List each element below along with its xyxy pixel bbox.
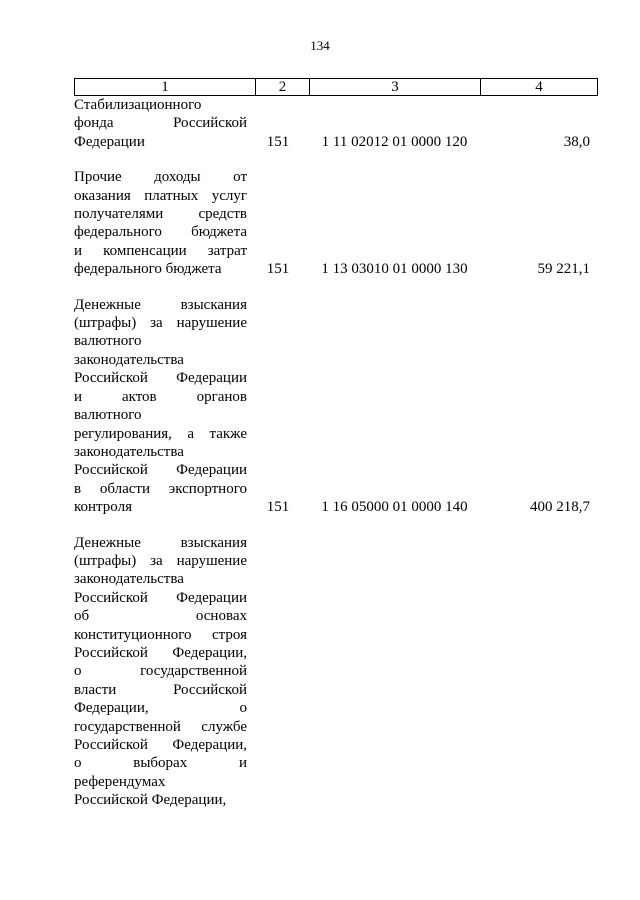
row-admin-code: 151 [266, 499, 290, 516]
column-header-3: 3 [310, 79, 481, 95]
row-amount: 400 218,7 [530, 499, 590, 516]
description-line: валютного [74, 407, 142, 424]
description-line: и компенсации затрат [74, 242, 247, 259]
table-row [74, 168, 598, 278]
row-classification-code: 1 11 02012 01 0000 120 [321, 133, 468, 150]
description-line: Российской Федерации [74, 370, 247, 387]
description-line: регулирования, а также [74, 425, 247, 442]
description-line: власти Российской [74, 681, 247, 698]
table-header-row [74, 78, 598, 96]
column-header-1: 1 [75, 79, 256, 95]
row-classification-code: 1 13 03010 01 0000 130 [321, 261, 468, 278]
table-row [74, 534, 598, 810]
row-admin-code: 151 [266, 261, 290, 278]
row-description [74, 296, 247, 517]
description-line: Российской Федерации [74, 462, 247, 479]
description-line: Российской Федерации, [74, 644, 247, 661]
table-row [74, 96, 598, 151]
description-line: контроля [74, 499, 132, 516]
description-line: законодательства [74, 443, 184, 460]
description-line: федерального бюджета [74, 224, 247, 241]
description-line: Федерации, о [74, 700, 247, 717]
description-line: конституционного строя [74, 626, 247, 643]
column-header-4: 4 [535, 79, 543, 95]
row-description [74, 168, 247, 278]
row-amount: 38,0 [563, 133, 590, 150]
page-number: 134 [310, 38, 330, 53]
description-line: фонда Российской [74, 115, 247, 132]
description-line: Денежные взыскания [74, 296, 247, 313]
description-line: Российской Федерации, [74, 737, 247, 753]
description-line: в области экспортного [74, 480, 247, 497]
description-line: Федерации [74, 133, 145, 150]
description-line: Прочие доходы от [74, 169, 247, 186]
description-line: об основах [74, 608, 247, 625]
description-line: Российской Федерации [74, 589, 247, 606]
column-header-2: 2 [256, 79, 310, 95]
description-line: получателями средств [74, 206, 247, 223]
description-line: Денежные взыскания [74, 534, 247, 551]
row-admin-code: 151 [266, 133, 290, 150]
row-classification-code: 1 16 05000 01 0000 140 [321, 499, 468, 516]
description-line: законодательства [74, 571, 184, 588]
row-description [74, 534, 247, 810]
description-line: (штрафы) за нарушение [74, 315, 247, 332]
description-line: Российской Федерации, [74, 792, 227, 809]
description-line: оказания платных услуг [74, 187, 247, 204]
description-line: референдумах [74, 773, 166, 790]
description-line: законодательства [74, 351, 184, 368]
row-amount: 59 221,1 [537, 261, 590, 278]
table-body [74, 96, 598, 827]
table-row [74, 296, 598, 517]
description-line: Стабилизационного [74, 97, 202, 113]
description-line: и актов органов [74, 388, 247, 405]
description-line: о государственной [74, 663, 247, 680]
description-line: государственной службе [74, 718, 247, 735]
description-line: валютного [74, 333, 142, 350]
row-description [74, 96, 247, 151]
description-line: о выборах и [74, 755, 247, 772]
description-line: федерального бюджета [74, 261, 222, 278]
description-line: (штрафы) за нарушение [74, 552, 247, 569]
